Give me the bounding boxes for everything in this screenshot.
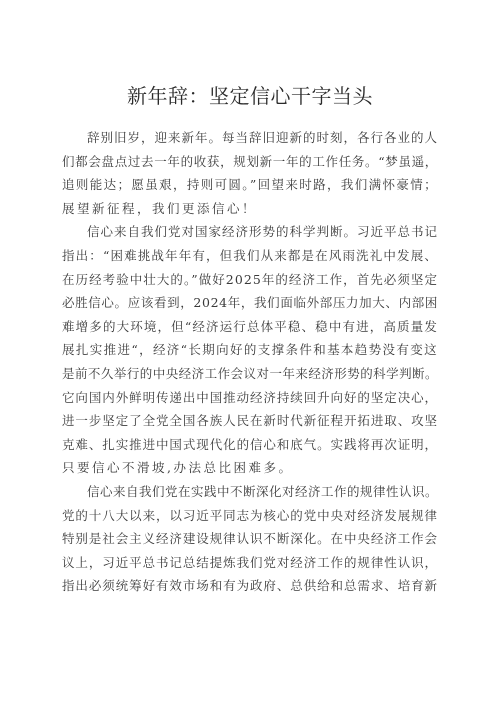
document-body [62,126,442,598]
text-line: 展扎实推进“，经济“长期向好的支撑条件和基本趋势没有变这 [62,342,438,358]
text-line: 难增多的大环境，但“经济运行总体平稳、稳中有进，高质量发 [62,318,438,334]
text-line: 指出必须统筹好有效市场和有为政府、总供给和总需求、培育新 [62,578,438,594]
text-line: 克难、扎实推进中国式现代化的信心和底气。实践将再次证明， [62,436,438,452]
text-line: 只要信心不滑坡,办法总比困难多。 [62,460,294,476]
text-line: 党的十八大以来，以习近平同志为核心的党中央对经济发展规律 [62,507,438,523]
text-line: 在历经考验中壮大的。”做好2025年的经济工作，首先必须坚定 [62,271,438,287]
text-line: 进一步坚定了全党全国各族人民在新时代新征程开拓进取、攻坚 [62,413,438,429]
text-line: 追则能达；愿虽艰，持则可圆。”回望来时路，我们满怀豪情； [62,177,438,193]
text-line: 指出：“困难挑战年年有，但我们从来都是在风雨洗礼中发展、 [62,247,438,263]
text-line: 特别是社会主义经济建设规律认识不断深化。在中央经济工作会 [62,531,438,547]
paragraph-first-line: 信心来自我们党对国家经济形势的科学判断。习近平总书记 [87,224,438,240]
document-title: 新年辞：坚定信心干字当头 [127,84,373,108]
text-line: 必胜信心。应该看到，2024年，我们面临外部压力加大、内部困 [62,295,438,311]
paragraph-first-line: 信心来自我们党在实践中不断深化对经济工作的规律性认识。 [87,483,438,499]
paragraph-first-line: 辞别旧岁，迎来新年。每当辞旧迎新的时刻，各行各业的人 [87,130,438,145]
text-line: 它向国内外鲜明传递出中国推动经济持续回升向好的坚定决心， [62,389,438,405]
text-line: 是前不久举行的中央经济工作会议对一年来经济形势的科学判断。 [62,365,438,381]
text-line: 展望新征程，我们更添信心！ [62,200,258,216]
text-line: 议上，习近平总书记总结提炼我们党对经济工作的规律性认识， [62,554,438,570]
text-line: 们都会盘点过去一年的收获，规划新一年的工作任务。“梦虽遥， [62,153,438,169]
